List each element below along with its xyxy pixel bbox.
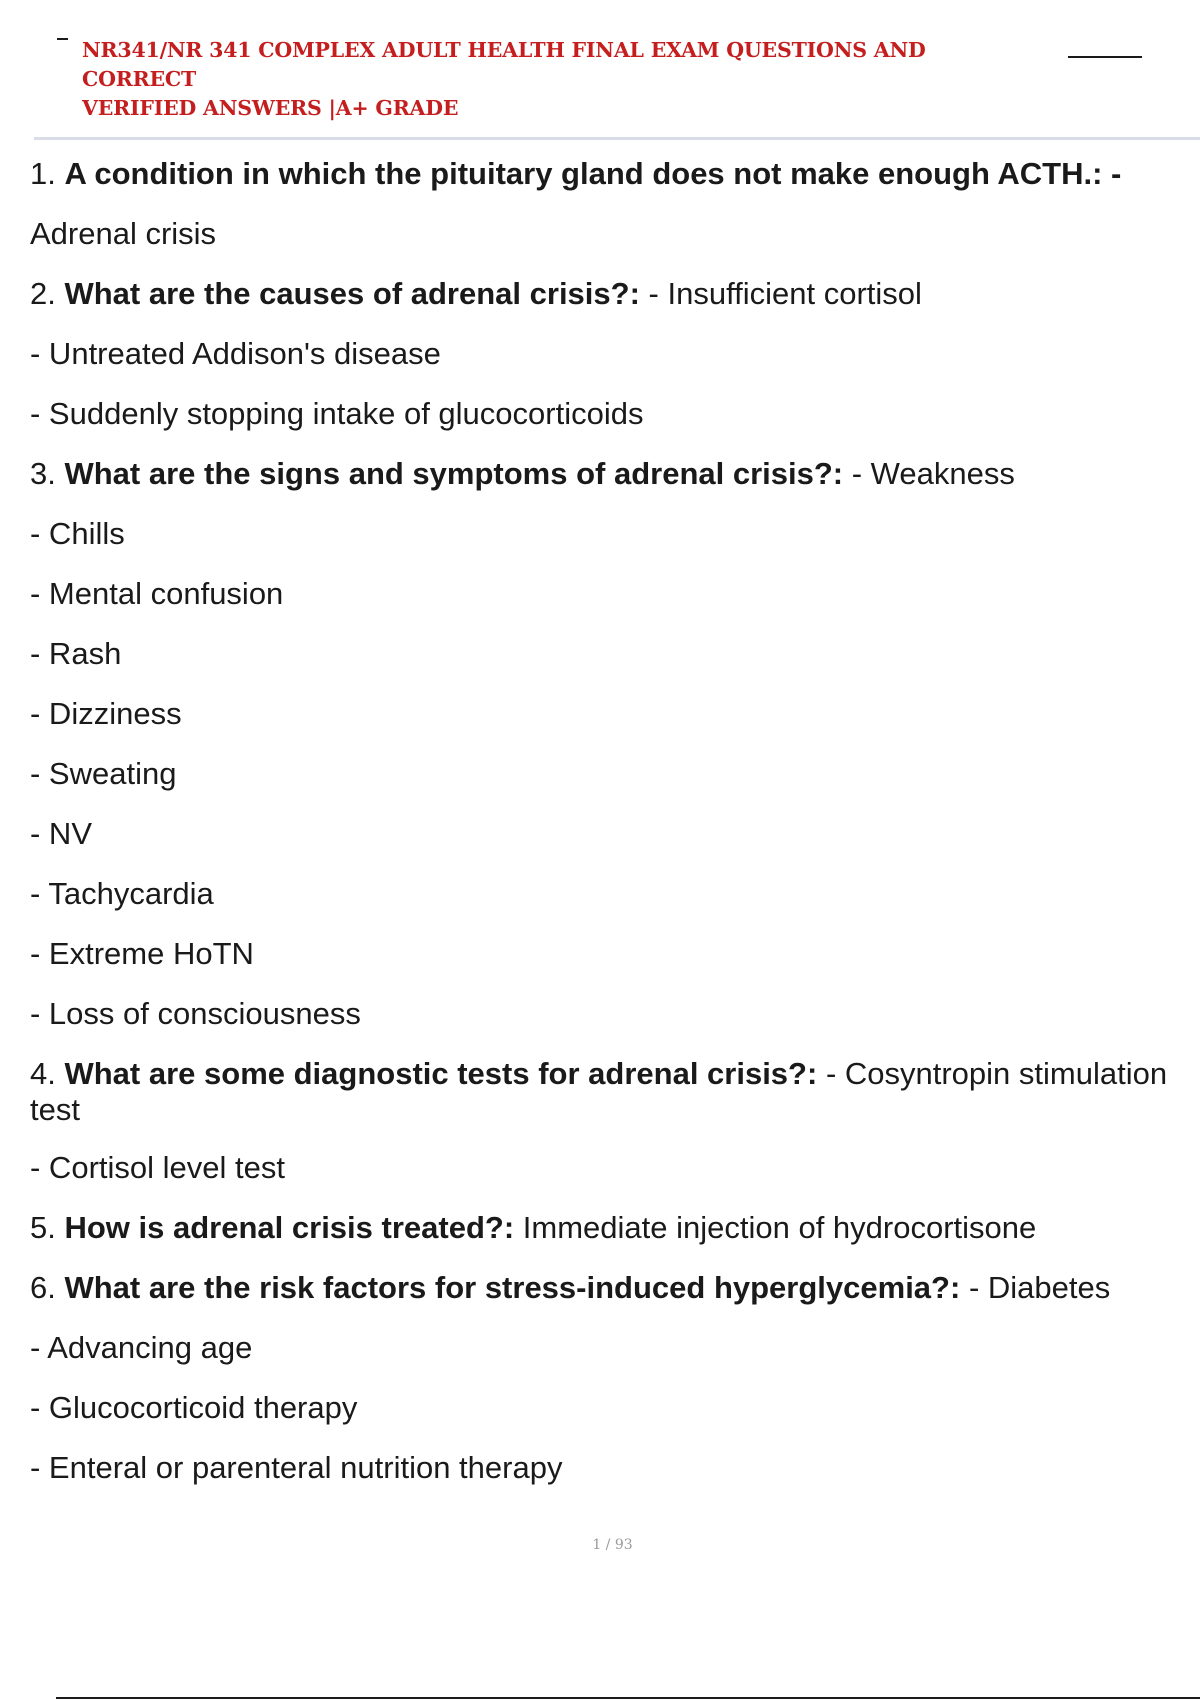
answer-line [30,936,1200,972]
qa-content [30,156,1200,1510]
question-text: What are the risk factors for stress-induced hyperglycemia?: [64,1270,961,1305]
answer-text: - Extreme HoTN [30,936,254,971]
answer-text: - Mental confusion [30,576,284,611]
question-number: 5. [30,1210,56,1245]
document-title-line-1: NR341/NR 341 COMPLEX ADULT HEALTH FINAL EXAM QUESTIONS AND CORRECT [82,38,926,91]
answer-line [30,516,1200,552]
answer-line [30,816,1200,852]
answer-line [30,996,1200,1032]
answer-text: - Insufficient cortisol [648,276,922,311]
answer-line [30,1390,1200,1426]
answer-line [30,1450,1200,1486]
document-title [82,36,1042,123]
answer-text: - Advancing age [30,1330,253,1365]
answer-text: - Loss of consciousness [30,996,361,1031]
question-number: 1. [30,156,56,191]
question-text: What are the causes of adrenal crisis?: [64,276,640,311]
answer-text: - Cortisol level test [30,1150,285,1185]
answer-line [30,1150,1200,1186]
question-number: 4. [30,1056,56,1091]
answer-line [30,876,1200,912]
document-title-line-2: VERIFIED ANSWERS |A+ GRADE [82,96,459,120]
answer-text: - NV [30,816,92,851]
answer-text: - Glucocorticoid therapy [30,1390,358,1425]
qa-line [30,1270,1200,1306]
document-header [0,0,1200,140]
answer-line [30,576,1200,612]
qa-line [30,1210,1200,1246]
answer-text: - Sweating [30,756,177,791]
answer-text: - Chills [30,516,125,551]
answer-text: - Cosyntropin stimulation test [30,1056,1168,1127]
qa-line [30,1056,1200,1128]
answer-line [30,696,1200,732]
qa-line [30,156,1200,192]
answer-line [30,756,1200,792]
answer-line [30,216,1200,252]
answer-text: - Enteral or parenteral nutrition therapy [30,1450,563,1485]
question-number: 6. [30,1270,56,1305]
answer-line [30,396,1200,432]
header-divider [34,137,1200,140]
answer-text: - Rash [30,636,122,671]
answer-text: - Tachycardia [30,876,214,911]
answer-text: - Diabetes [968,1270,1111,1305]
header-dash-mark [57,38,68,40]
question-number: 2. [30,276,56,311]
footer-rule [56,1697,1200,1699]
qa-line [30,456,1200,492]
answer-line [30,636,1200,672]
question-text: What are some diagnostic tests for adrenal crisis?: [64,1056,818,1091]
question-text: A condition in which the pituitary gland does not make enough ACTH.: - [64,156,1122,191]
answer-line [30,336,1200,372]
answer-text: Adrenal crisis [30,216,217,251]
question-text: How is adrenal crisis treated?: [64,1210,515,1245]
answer-line [30,1330,1200,1366]
page-indicator: 1 / 93 [592,1537,633,1553]
answer-text: Immediate injection of hydrocortisone [522,1210,1037,1245]
answer-text: - Dizziness [30,696,182,731]
question-text: What are the signs and symptoms of adrenal crisis?: [64,456,844,491]
answer-text: - Untreated Addison's disease [30,336,441,371]
answer-text: - Suddenly stopping intake of glucocorticoids [30,396,644,431]
answer-text: - Weakness [851,456,1015,491]
qa-line [30,276,1200,312]
question-number: 3. [30,456,56,491]
header-short-rule [1068,56,1142,58]
